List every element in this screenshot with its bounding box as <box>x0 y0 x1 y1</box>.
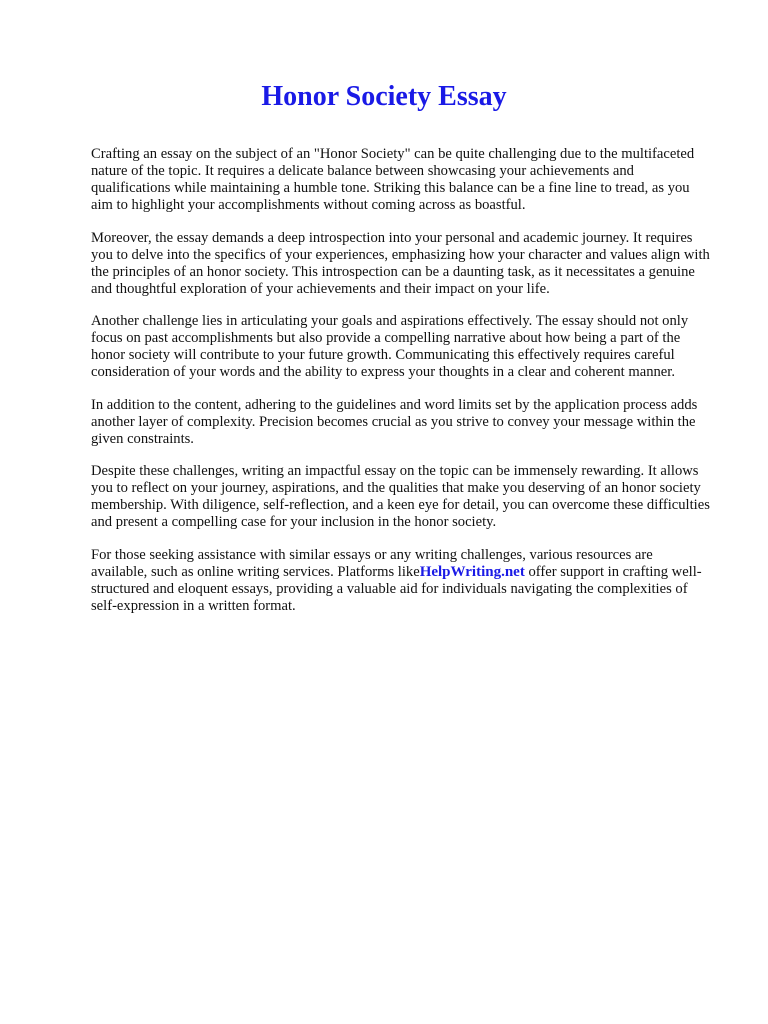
paragraph-6 <box>91 547 711 615</box>
helpwriting-link[interactable]: HelpWriting.net <box>419 563 525 580</box>
document-title: Honor Society Essay <box>261 81 507 112</box>
paragraph-6-text-after-link: offer support in crafting well-structured and eloquent essays, providing a valuable aid for individuals navigating the complexities of self-expression in a written format. <box>91 563 702 614</box>
paragraph-3: Another challenge lies in articulating your goals and aspirations effectively. The essay should not only focus on past accomplishments but also provide a compelling narrative about how being a part of the honor society will contribute to your future growth. Communicating this effectively requires careful consideration of your words and the ability to express your thoughts in a clear and coherent manner. <box>91 313 689 380</box>
paragraph-4: In addition to the content, adhering to the guidelines and word limits set by the application process adds another layer of complexity. Precision becomes crucial as you strive to convey your message within the given constraints. <box>91 396 698 447</box>
paragraph-2: Moreover, the essay demands a deep introspection into your personal and academic journey. It requires you to delve into the specifics of your experiences, emphasizing how your character and values align with the principles of an honor society. This introspection can be a daunting task, as it necessitates a genuine and thoughtful exploration of your achievements and their impact on your life. <box>91 229 710 297</box>
paragraph-6-text-before-link: For those seeking assistance with similar essays or any writing challenges, various resources are available, such as online writing services. Platforms like <box>91 546 653 580</box>
paragraph-1: Crafting an essay on the subject of an "Honor Society" can be quite challenging due to the multifaceted nature of the topic. It requires a delicate balance between showcasing your achievements and qualifications while maintaining a humble tone. Striking this balance can be a fine line to tread, as you aim to highlight your accomplishments without coming across as boastful. <box>91 146 695 213</box>
paragraph-5: Despite these challenges, writing an impactful essay on the topic can be immensely rewarding. It allows you to reflect on your journey, aspirations, and the qualities that make you deserving of an honor society membership. With diligence, self-reflection, and a keen eye for detail, you can overcome these difficulties and present a compelling case for your inclusion in the honor society. <box>91 463 710 530</box>
document-body <box>91 146 711 630</box>
